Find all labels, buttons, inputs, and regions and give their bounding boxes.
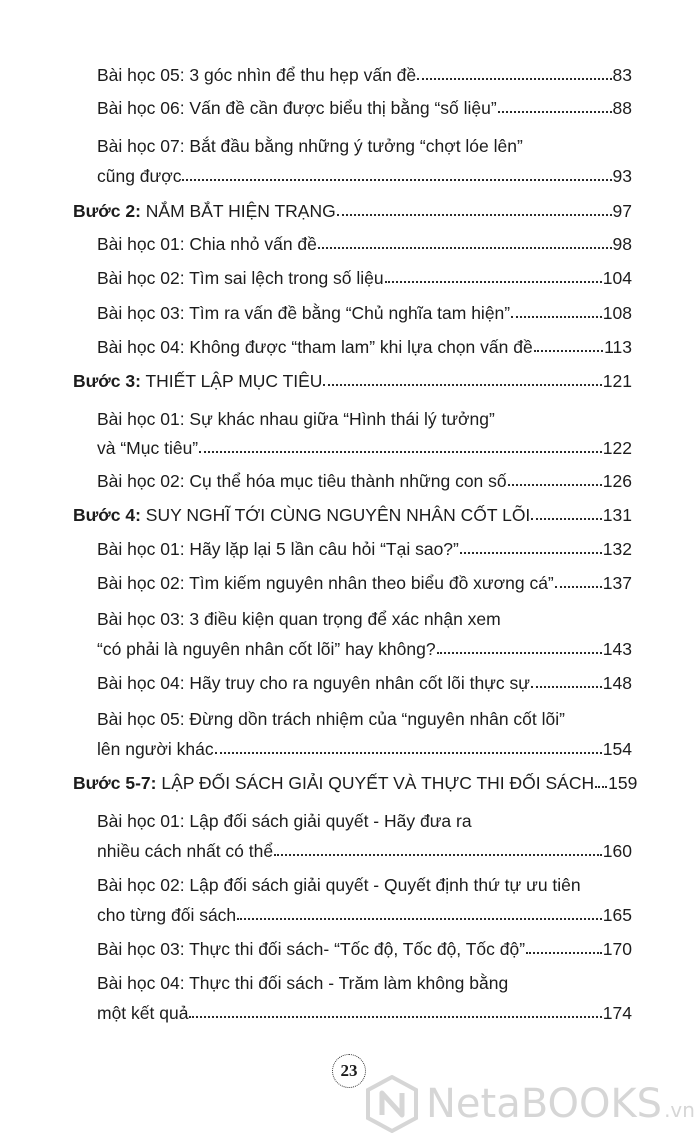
- toc-entry-text: Bài học 01: Chia nhỏ vấn đề: [97, 234, 317, 254]
- dot-leader: [460, 541, 602, 555]
- toc-lesson-entry: [97, 972, 632, 994]
- dot-leader: [417, 67, 611, 81]
- toc-entry-text: Bài học 05: 3 góc nhìn để thu hẹp vấn đề: [97, 65, 417, 85]
- toc-lesson-entry: [97, 608, 632, 630]
- dot-leader: [215, 741, 602, 755]
- toc-page-number: 98: [612, 234, 632, 254]
- toc-lesson-entry: [97, 938, 632, 960]
- toc-step-title: THIẾT LẬP MỤC TIÊU: [140, 371, 323, 391]
- toc-page-number: 174: [602, 1003, 632, 1023]
- toc-entry-text: cho từng đối sách: [97, 905, 237, 925]
- toc-entry-text: [73, 370, 322, 392]
- dot-leader: [385, 270, 602, 284]
- dot-leader: [199, 440, 602, 454]
- toc-entry-text: [73, 200, 336, 222]
- toc-lesson-entry: [97, 738, 632, 760]
- toc-lesson-entry: [97, 672, 632, 694]
- toc-page-number: 83: [612, 65, 632, 85]
- dot-leader: [531, 675, 602, 689]
- toc-lesson-entry: [97, 165, 632, 187]
- toc-entry-text: Bài học 01: Hãy lặp lại 5 lần câu hỏi “Tại sao?”: [97, 539, 459, 559]
- dot-leader: [526, 941, 602, 955]
- toc-entry-text: Bài học 03: Thực thi đối sách- “Tốc độ, Tốc độ, Tốc độ”: [97, 939, 526, 959]
- toc-lesson-entry: [97, 538, 632, 560]
- toc-page-number: 170: [602, 939, 632, 959]
- toc-lesson-entry: [97, 708, 632, 730]
- toc-page-number: 143: [602, 639, 632, 659]
- toc-entry-text: Bài học 02: Tìm sai lệch trong số liệu: [97, 268, 384, 288]
- dot-leader: [595, 775, 607, 789]
- toc-entry-text: Bài học 01: Lập đối sách giải quyết - Hãy đưa ra: [97, 811, 472, 831]
- toc-step-label: Bước 3:: [73, 371, 141, 391]
- toc-entry-text: Bài học 04: Hãy truy cho ra nguyên nhân cốt lõi thực sự: [97, 673, 530, 693]
- toc-entry-text: Bài học 03: 3 điều kiện quan trọng để xác nhận xem: [97, 609, 501, 629]
- toc-step-label: Bước 5-7:: [73, 773, 157, 793]
- toc-step-label: Bước 2:: [73, 201, 141, 221]
- toc-step-entry: [73, 370, 632, 392]
- toc-lesson-entry: [97, 267, 632, 289]
- dot-leader: [323, 373, 601, 387]
- dot-leader: [555, 575, 602, 589]
- toc-lesson-entry: [97, 572, 632, 594]
- toc-lesson-entry: [97, 638, 632, 660]
- toc-lesson-entry: [97, 840, 632, 862]
- toc-lesson-entry: [97, 408, 632, 430]
- toc-page-number: 97: [612, 201, 632, 221]
- dot-leader: [237, 907, 602, 921]
- dot-leader: [531, 507, 602, 521]
- toc-page-number: 165: [602, 905, 632, 925]
- toc-step-entry: [73, 504, 632, 526]
- toc-page-number: 159: [608, 773, 638, 793]
- dot-leader: [182, 168, 611, 182]
- toc-page-number: 121: [602, 371, 632, 391]
- toc-lesson-entry: [97, 1002, 632, 1024]
- dot-leader: [274, 843, 602, 857]
- toc-page-number: 126: [602, 471, 632, 491]
- toc-entry-text: Bài học 07: Bắt đầu bằng những ý tưởng “chợt lóe lên”: [97, 136, 523, 156]
- toc-page-number: 154: [602, 739, 632, 759]
- toc-page-number: 93: [612, 166, 632, 186]
- toc-entry-text: Bài học 02: Lập đối sách giải quyết - Quyết định thứ tự ưu tiên: [97, 875, 581, 895]
- toc-step-title: SUY NGHĨ TỚI CÙNG NGUYÊN NHÂN CỐT LÕI: [140, 505, 531, 525]
- dot-leader: [508, 473, 602, 487]
- toc-lesson-entry: [97, 904, 632, 926]
- dot-leader: [498, 100, 612, 114]
- toc-page-number: 131: [602, 505, 632, 525]
- toc-entry-text: lên người khác: [97, 739, 214, 759]
- watermark-text: NetaBOOKS: [426, 1081, 663, 1127]
- dot-leader: [437, 641, 602, 655]
- toc-page-number: 104: [602, 268, 632, 288]
- toc-lesson-entry: [97, 97, 632, 119]
- toc-entry-text: Bài học 02: Cụ thể hóa mục tiêu thành những con số: [97, 471, 507, 491]
- toc-step-entry: [73, 772, 638, 794]
- toc-lesson-entry: [97, 810, 632, 832]
- page-number: 23: [332, 1054, 366, 1088]
- toc-step-title: LẬP ĐỐI SÁCH GIẢI QUYẾT VÀ THỰC THI ĐỐI SÁCH: [156, 773, 595, 793]
- toc-page-number: 113: [604, 337, 632, 357]
- dot-leader: [337, 203, 612, 217]
- toc-lesson-entry: [97, 336, 632, 358]
- toc-entry-text: và “Mục tiêu”: [97, 438, 199, 458]
- toc-entry-text: cũng được: [97, 166, 182, 186]
- toc-lesson-entry: [97, 470, 632, 492]
- toc-entry-text: Bài học 05: Đừng dồn trách nhiệm của “nguyên nhân cốt lõi”: [97, 709, 565, 729]
- toc-lesson-entry: [97, 64, 632, 86]
- toc-page-number: 160: [602, 841, 632, 861]
- toc-entry-text: một kết quả: [97, 1003, 189, 1023]
- watermark-suffix: .vn: [664, 1098, 695, 1122]
- toc-entry-text: Bài học 04: Không được “tham lam” khi lựa chọn vấn đề: [97, 337, 533, 357]
- toc-entry-text: Bài học 02: Tìm kiếm nguyên nhân theo biểu đồ xương cá”: [97, 573, 554, 593]
- toc-lesson-entry: [97, 437, 632, 459]
- toc-entry-text: “có phải là nguyên nhân cốt lõi” hay không?: [97, 639, 436, 659]
- toc-step-label: Bước 4:: [73, 505, 141, 525]
- toc-lesson-entry: [97, 874, 632, 896]
- toc-page-number: 122: [602, 438, 632, 458]
- toc-entry-text: [73, 772, 594, 794]
- toc-page-number: 148: [602, 673, 632, 693]
- toc-step-title: NẮM BẮT HIỆN TRẠNG: [140, 201, 336, 221]
- netabooks-logo-icon: [366, 1075, 418, 1133]
- watermark: [366, 1072, 696, 1136]
- toc-page-number: 132: [602, 539, 632, 559]
- toc-lesson-entry: [97, 135, 632, 157]
- toc-page-number: 88: [612, 98, 632, 118]
- toc-entry-text: Bài học 03: Tìm ra vấn đề bằng “Chủ nghĩa tam hiện”: [97, 303, 511, 323]
- dot-leader: [534, 339, 603, 353]
- toc-page-number: 108: [602, 303, 632, 323]
- toc-lesson-entry: [97, 233, 632, 255]
- dot-leader: [511, 305, 602, 319]
- dot-leader: [318, 236, 612, 250]
- toc-step-entry: [73, 200, 632, 222]
- toc-lesson-entry: [97, 302, 632, 324]
- dot-leader: [189, 1005, 601, 1019]
- toc-entry-text: nhiều cách nhất có thể: [97, 841, 274, 861]
- toc-page-number: 137: [602, 573, 632, 593]
- toc-entry-text: [73, 504, 530, 526]
- toc-entry-text: Bài học 04: Thực thi đối sách - Trăm làm không bằng: [97, 973, 509, 993]
- toc-entry-text: Bài học 01: Sự khác nhau giữa “Hình thái lý tưởng”: [97, 409, 495, 429]
- toc-entry-text: Bài học 06: Vấn đề cần được biểu thị bằng “số liệu”: [97, 98, 497, 118]
